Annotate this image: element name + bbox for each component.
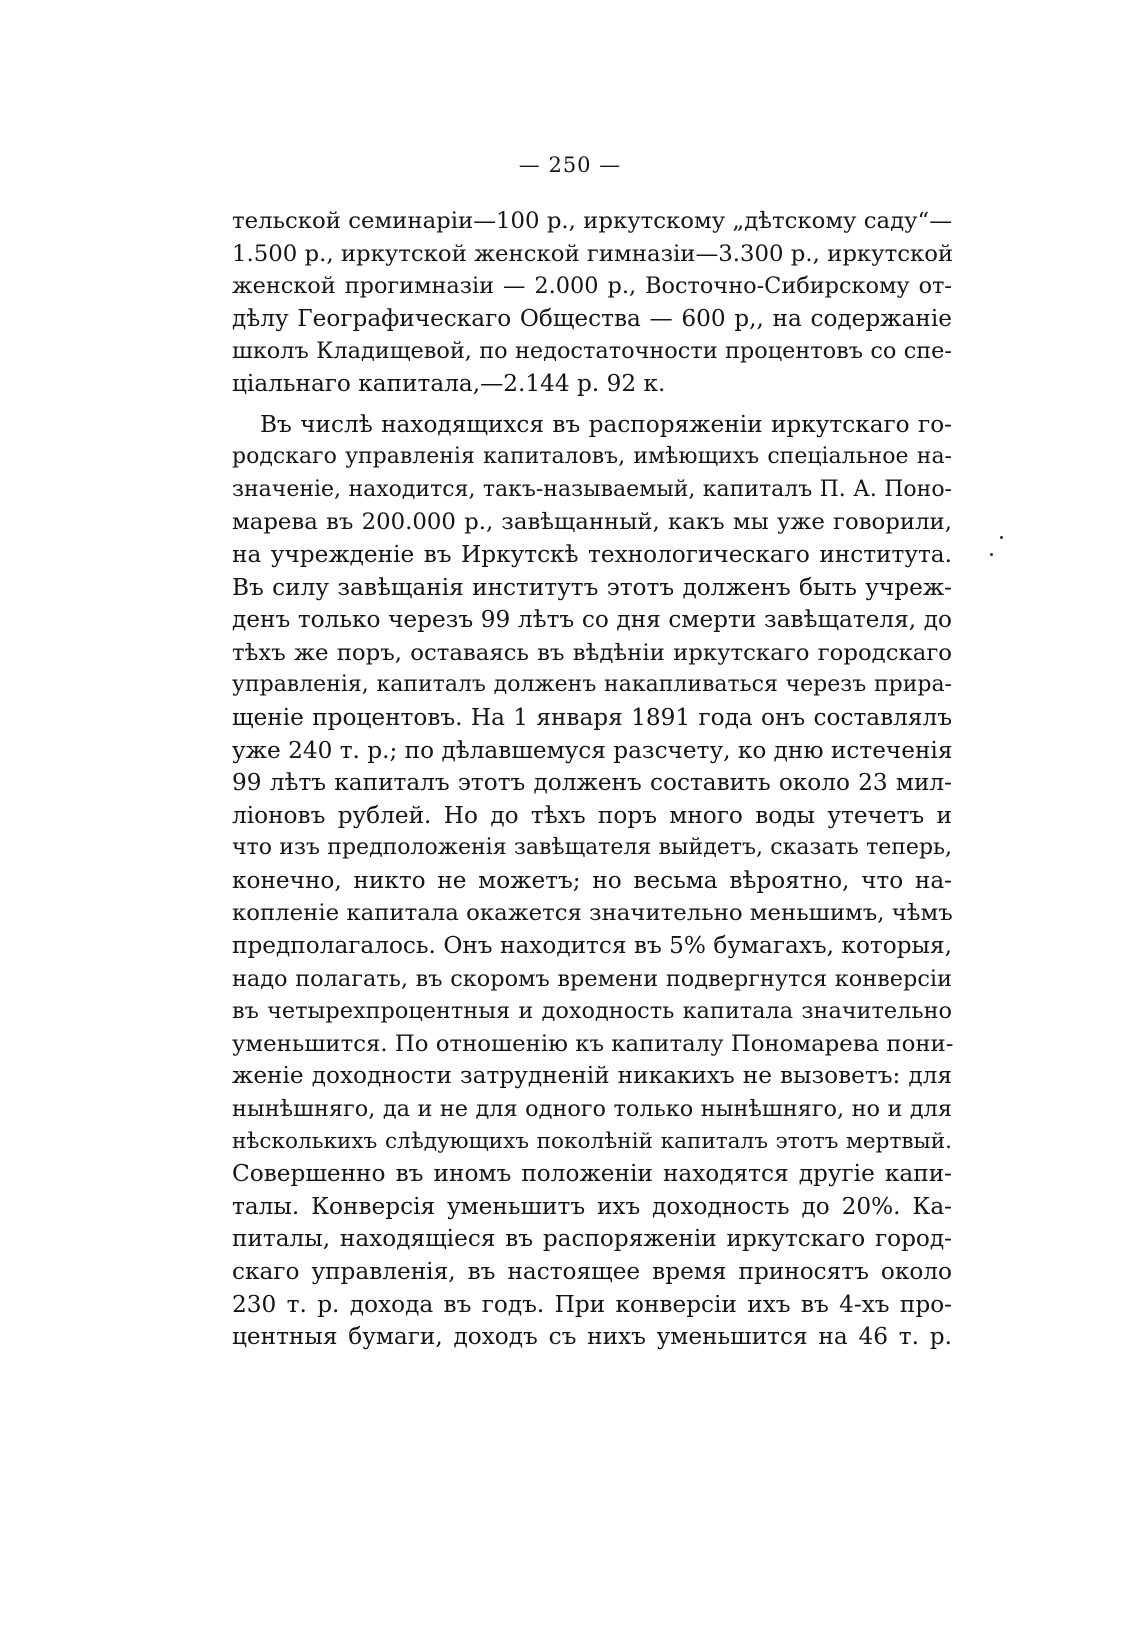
text-line: дѣлу Географическаго Общества — 600 р,, на содержаніе (232, 304, 952, 332)
text-line: тельской семинаріи—100 р., иркутскому „дѣтскому саду“— (232, 208, 952, 234)
text-line: 1.500 р., иркутской женской гимназіи—3.300 р., иркутской (232, 240, 954, 267)
text-line: 230 т. р. дохода въ годъ. При конверсіи ихъ въ 4-хъ про- (232, 1290, 952, 1318)
text-line: уже 240 т. р.; по дѣлавшемуся разсчету, ко дню истеченія (232, 736, 953, 764)
text-line: ліоновъ рублей. Но до тѣхъ поръ много воды утечетъ и (232, 801, 952, 829)
text-line: центныя бумаги, доходъ съ нихъ уменьшится на 46 т. р. (232, 1323, 952, 1351)
text-line: предполагалось. Онъ находится въ 5% бумагахъ, которыя, (232, 932, 952, 960)
scan-speck (990, 553, 993, 556)
text-line: въ четырехпроцентныя и доходность капитала значительно (232, 998, 952, 1025)
page-number: — 250 — (518, 153, 622, 177)
text-line: 99 лѣтъ капиталъ этотъ долженъ составить около 23 мил- (232, 769, 952, 797)
text-line: что изъ предположенія завѣщателя выйдетъ, сказать теперь, (232, 835, 952, 861)
text-line: родскаго управленія капиталовъ, имѣющихъ спеціальное на- (232, 444, 952, 470)
text-line: нынѣшняго, да и не для одного только нынѣшняго, но и для (232, 1096, 952, 1123)
text-line: надо полагать, въ скоромъ времени подвергнутся конверсіи (232, 965, 952, 992)
text-line: щеніе процентовъ. На 1 января 1891 года онъ составлялъ (232, 703, 952, 731)
text-line: тѣхъ же поръ, оставаясь въ вѣдѣніи иркутскаго городскаго (232, 639, 952, 666)
text-line: женской прогимназіи — 2.000 р., Восточно-Сибирскому от- (232, 273, 952, 300)
text-line: марева въ 200.000 р., завѣщанный, какъ мы уже говорили, (232, 509, 952, 536)
text-line: уменьшится. По отношенію къ капиталу Пономарева пони- (232, 1030, 954, 1057)
text-line: Въ силу завѣщанія институтъ этотъ долженъ быть учреж- (232, 573, 952, 601)
text-line: конечно, никто не можетъ; но весьма вѣроятно, что на- (232, 866, 952, 894)
text-line: талы. Конверсія уменьшитъ ихъ доходность до 20%. Ка- (232, 1192, 952, 1220)
text-line: школъ Кладищевой, по недостаточности процентовъ со спе- (232, 338, 952, 365)
paragraph-gap (232, 401, 952, 409)
text-line: ціальнаго капитала,—2.144 р. 92 к. (232, 369, 666, 397)
text-line: значеніе, находится, такъ-называемый, капиталъ П. А. Поно- (232, 476, 952, 502)
text-line: скаго управленія, въ настоящее время приносятъ около (232, 1258, 952, 1285)
text-line: копленіе капитала окажется значительно меньшимъ, чѣмъ (232, 900, 953, 927)
text-line: управленія, капиталъ долженъ накапливаться черезъ прира- (232, 672, 952, 698)
text-line-indented: Въ числѣ находящихся въ распоряженіи иркутскаго го- (260, 410, 952, 438)
text-line: Совершенно въ иномъ положеніи находятся другіе капи- (232, 1160, 952, 1188)
text-line: женіе доходности затрудненій никакихъ не вызоветъ: для (232, 1062, 952, 1090)
text-line: на учрежденіе въ Иркутскѣ технологическаго института. (232, 540, 952, 568)
body-text (232, 205, 952, 1354)
text-line: питалы, находящіеся въ распоряженіи иркутскаго город- (232, 1225, 952, 1253)
text-line: денъ только черезъ 99 лѣтъ со дня смерти завѣщателя, до (232, 606, 952, 634)
text-line: нѣсколькихъ слѣдующихъ поколѣній капиталъ этотъ мертвый. (232, 1128, 952, 1154)
scan-speck (1000, 536, 1003, 539)
